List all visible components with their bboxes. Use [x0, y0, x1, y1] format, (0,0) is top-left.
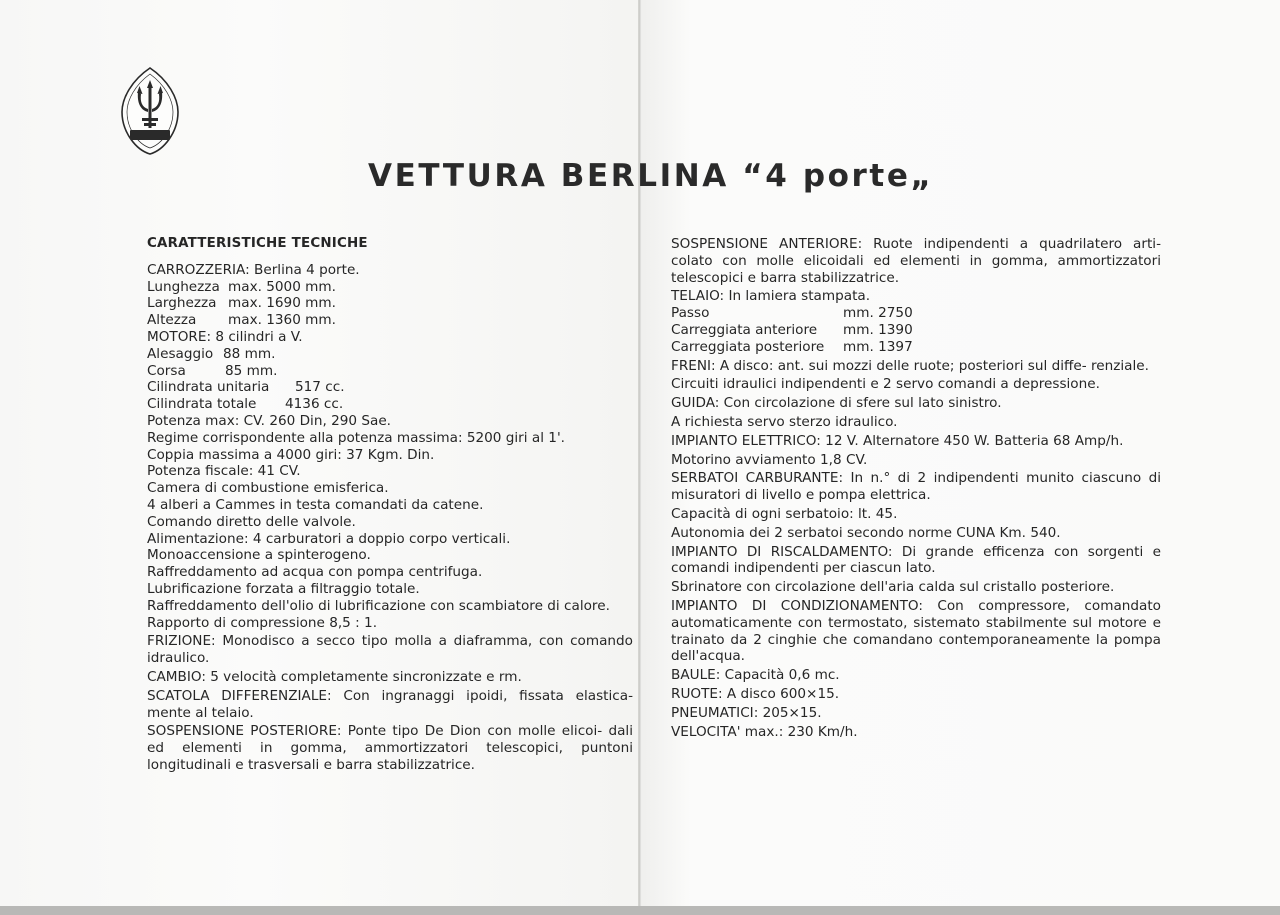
spec-row — [147, 295, 633, 312]
spec-line: Potenza fiscale: 41 CV. — [147, 463, 301, 480]
spec-row — [147, 346, 633, 363]
cambio-paragraph: CAMBIO: 5 velocità completamente sincronizzate e rm. — [147, 668, 522, 685]
spec-row — [147, 312, 633, 329]
section-heading: CARATTERISTICHE TECNICHE — [147, 236, 368, 251]
spec-label: Alesaggio — [147, 345, 214, 362]
spec-row — [671, 322, 1161, 339]
telaio-line: TELAIO: In lamiera stampata. — [671, 288, 871, 305]
spec-line: Raffreddamento dell'olio di lubrificazione con scambiatore di calore. — [147, 597, 610, 614]
page-bottom-edge — [0, 906, 1280, 915]
motore-line: MOTORE: 8 cilindri a V. — [147, 328, 303, 345]
spec-value: 4136 cc. — [285, 396, 344, 413]
spec-label: Passo — [671, 305, 710, 322]
spec-line: Regime corrispondente alla potenza massima: 5200 giri al 1'. — [147, 429, 566, 446]
spec-line: Camera di combustione emisferica. — [147, 480, 389, 497]
right-column — [671, 236, 1161, 742]
velocita-paragraph: VELOCITA' max.: 230 Km/h. — [671, 723, 858, 740]
freni-paragraph: FRENI: A disco: ant. sui mozzi delle ruote; posteriori sul diffe- renziale. — [671, 357, 1149, 374]
impianto-elettrico-paragraph: IMPIANTO ELETTRICO: 12 V. Alternatore 450 W. Batteria 68 Amp/h. — [671, 432, 1124, 449]
serbatoi-paragraph: SERBATOI CARBURANTE: In n.° di 2 indipendenti munito ciascuno di misuratori di livello e pompa elettrica. — [671, 470, 1161, 504]
spec-line: Monoaccensione a spinterogeno. — [147, 547, 371, 564]
spec-value: max. 5000 mm. — [228, 278, 336, 295]
spec-value: 517 cc. — [295, 379, 345, 396]
left-column — [147, 236, 633, 776]
spec-label: Larghezza — [147, 295, 217, 312]
spec-label: Altezza — [147, 312, 197, 329]
capacita-paragraph: Capacità di ogni serbatoio: lt. 45. — [671, 505, 898, 522]
riscaldamento-paragraph: IMPIANTO DI RISCALDAMENTO: Di grande efficenza con sorgenti e comandi indipendenti per ciascun lato. — [671, 543, 1161, 577]
condizionamento-paragraph: IMPIANTO DI CONDIZIONAMENTO: Con compressore, comandato automaticamente con termostato, sistemato stabilmente sul motore e trainato da 2 cinghie che comandano contemporaneamente la pompa dell'acqua. — [671, 597, 1161, 665]
spec-label: Carreggiata anteriore — [671, 321, 818, 338]
spec-value: mm. 1397 — [843, 338, 913, 355]
spec-value: 85 mm. — [225, 362, 278, 379]
frizione-paragraph: FRIZIONE: Monodisco a secco tipo molla a diaframma, con comando idraulico. — [147, 633, 633, 667]
spec-row — [671, 339, 1161, 356]
spec-line: 4 alberi a Cammes in testa comandati da catene. — [147, 496, 484, 513]
spec-label: Carreggiata posteriore — [671, 338, 825, 355]
spec-line: Rapporto di compressione 8,5 : 1. — [147, 614, 378, 631]
spec-label: Cilindrata unitaria — [147, 379, 270, 396]
spec-label: Corsa — [147, 362, 186, 379]
autonomia-paragraph: Autonomia dei 2 serbatoi secondo norme CUNA Km. 540. — [671, 524, 1061, 541]
circuiti-paragraph: Circuiti idraulici indipendenti e 2 servo comandi a depressione. — [671, 376, 1100, 393]
spec-row — [147, 279, 633, 296]
spec-row — [671, 305, 1161, 322]
spec-line: Comando diretto delle valvole. — [147, 513, 356, 530]
servo-sterzo-paragraph: A richiesta servo sterzo idraulico. — [671, 413, 898, 430]
spec-label: Lunghezza — [147, 278, 220, 295]
spec-label: Cilindrata totale — [147, 396, 257, 413]
ruote-paragraph: RUOTE: A disco 600×15. — [671, 685, 840, 702]
spec-row — [147, 379, 633, 396]
document-title: VETTURA BERLINA “4 porte„ — [368, 158, 934, 194]
spec-value: mm. 2750 — [843, 305, 913, 322]
sbrinatore-paragraph: Sbrinatore con circolazione dell'aria calda sul cristallo posteriore. — [671, 579, 1115, 596]
spec-row — [147, 396, 633, 413]
spec-value: mm. 1390 — [843, 321, 913, 338]
maserati-trident-logo-icon — [118, 66, 182, 156]
spec-value: max. 1360 mm. — [228, 312, 336, 329]
page-fold — [638, 0, 641, 908]
spec-line: Lubrificazione forzata a filtraggio totale. — [147, 580, 420, 597]
spec-line: Raffreddamento ad acqua con pompa centrifuga. — [147, 564, 483, 581]
sospensione-posteriore-paragraph: SOSPENSIONE POSTERIORE: Ponte tipo De Dion con molle elicoi- dali ed elementi in gomma, ammortizzatori telescopici, puntoni longitudinali e trasversali e barra stabilizzatrice. — [147, 723, 633, 773]
motorino-paragraph: Motorino avviamento 1,8 CV. — [671, 451, 868, 468]
pneumatici-paragraph: PNEUMATICI: 205×15. — [671, 704, 822, 721]
guida-paragraph: GUIDA: Con circolazione di sfere sul lato sinistro. — [671, 395, 1002, 412]
spec-row — [147, 363, 633, 380]
baule-paragraph: BAULE: Capacità 0,6 mc. — [671, 667, 840, 684]
sospensione-anteriore-paragraph: SOSPENSIONE ANTERIORE: Ruote indipendenti a quadrilatero arti- colato con molle elicoidali ed elementi in gomma, ammortizzatori telescopici e barra stabilizzatrice. — [671, 236, 1161, 286]
spec-line: Alimentazione: 4 carburatori a doppio corpo verticali. — [147, 530, 511, 547]
scatola-differenziale-paragraph: SCATOLA DIFFERENZIALE: Con ingranaggi ipoidi, fissata elastica- mente al telaio. — [147, 687, 633, 721]
carrozzeria-line: CARROZZERIA: Berlina 4 porte. — [147, 261, 360, 278]
spec-value: max. 1690 mm. — [228, 295, 336, 312]
spec-line: Potenza max: CV. 260 Din, 290 Sae. — [147, 412, 392, 429]
spec-line: Coppia massima a 4000 giri: 37 Kgm. Din. — [147, 446, 435, 463]
spec-value: 88 mm. — [223, 345, 276, 362]
